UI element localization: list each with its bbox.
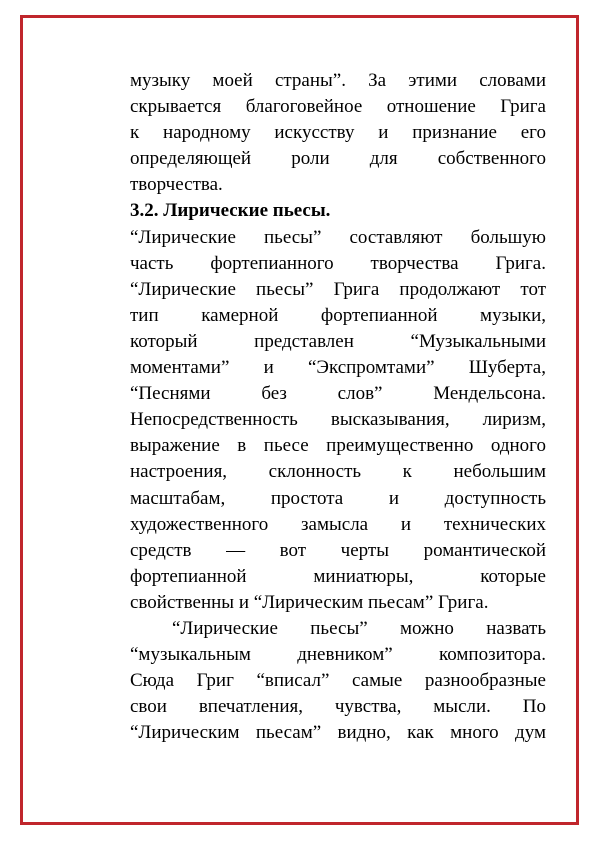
text-line: музыку моей страны”. За этими словами	[130, 70, 546, 91]
text-line: “Лирические пьесы” Грига продолжают тот	[130, 278, 546, 300]
text-line: фортепианной миниатюры, которые	[130, 565, 546, 587]
text-line: “Песнями без слов” Мендельсона.	[130, 383, 546, 405]
text-line: средств — вот черты романтической	[130, 539, 546, 561]
text-line: масштабам, простота и доступность	[130, 487, 546, 509]
text-line: “Лирические пьесы” можно назвать	[172, 617, 546, 639]
text-line: “Лирические пьесы” составляют большую	[130, 226, 546, 248]
text-line: художественного замысла и технических	[130, 513, 546, 535]
text-line: тип камерной фортепианной музыки,	[130, 304, 546, 326]
text-line: моментами” и “Экспромтами” Шуберта,	[130, 357, 546, 379]
text-line: часть фортепианного творчества Грига.	[130, 252, 546, 274]
section-heading: 3.2. Лирические пьесы.	[130, 200, 331, 222]
text-line: скрывается благоговейное отношение Грига	[130, 96, 546, 118]
text-line: настроения, склонность к небольшим	[130, 461, 546, 483]
text-line: творчества.	[130, 174, 223, 196]
text-line: к народному искусству и признание его	[130, 122, 546, 144]
text-line: определяющей роли для собственного	[130, 148, 546, 170]
text-line: свойственны и “Лирическим пьесам” Грига.	[130, 591, 489, 613]
text-line: свои впечатления, чувства, мысли. По	[130, 696, 546, 718]
text-line: который представлен “Музыкальными	[130, 330, 546, 352]
document-body	[130, 68, 546, 746]
text-line: Сюда Григ “вписал” самые разнообразные	[130, 670, 546, 692]
text-line: “музыкальным дневником” композитора.	[130, 644, 546, 666]
text-line: Непосредственность высказывания, лиризм,	[130, 409, 546, 431]
text-line: выражение в пьесе преимущественно одного	[130, 435, 546, 457]
text-line: “Лирическим пьесам” видно, как много дум	[130, 722, 546, 744]
